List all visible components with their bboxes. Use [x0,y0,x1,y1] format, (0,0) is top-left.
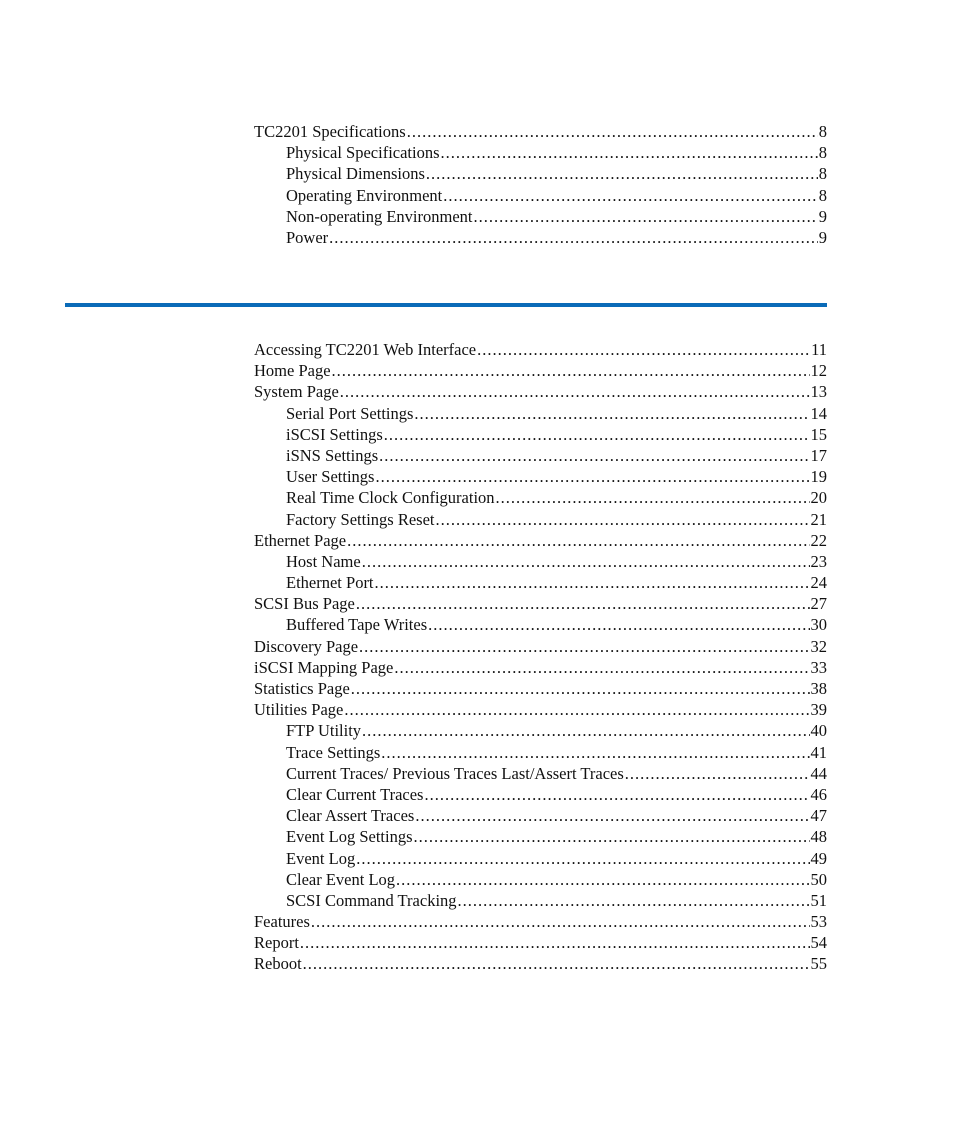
dot-leader [362,720,809,741]
toc-entry-title: Real Time Clock Configuration [286,488,495,508]
toc-entry-title: Ethernet Port [286,573,374,593]
toc-entry[interactable] [254,185,827,206]
toc-entry-page-number: 44 [810,763,827,783]
toc-entry-page-number: 51 [810,890,827,910]
toc-entry-page-number: 47 [810,806,827,826]
dot-leader [375,572,810,593]
toc-entry-page-number: 41 [810,742,827,762]
toc-entry-title: Report [254,933,299,953]
dot-leader [340,381,810,402]
toc-entry-page-number: 20 [810,488,827,508]
toc-entry[interactable] [254,121,827,142]
toc-entry-page-number: 23 [810,551,827,571]
toc-entry[interactable] [254,720,827,741]
toc-entry[interactable] [254,466,827,487]
toc-entry[interactable] [254,784,827,805]
toc-entry[interactable] [254,932,827,953]
toc-entry-title: Clear Assert Traces [286,806,415,826]
toc-entry-page-number: 53 [810,912,827,932]
toc-entry-title: Current Traces/ Previous Traces Last/Assert Traces [286,763,624,783]
dot-leader [414,403,809,424]
toc-entry[interactable] [254,890,827,911]
toc-entry-title: iSCSI Mapping Page [254,657,394,677]
toc-entry[interactable] [254,227,827,248]
dot-leader [625,763,810,784]
toc-entry-page-number: 40 [810,721,827,741]
section-divider-rule [65,303,827,307]
toc-entry-page-number: 24 [810,573,827,593]
toc-entry[interactable] [254,572,827,593]
dot-leader [303,953,810,974]
toc-entry-page-number: 30 [810,615,827,635]
toc-entry-title: Utilities Page [254,700,344,720]
dot-leader [496,487,810,508]
dot-leader [415,805,809,826]
toc-entry[interactable] [254,487,827,508]
toc-entry-page-number: 55 [810,954,827,974]
toc-entry[interactable] [254,826,827,847]
dot-leader [435,509,809,530]
toc-entry-title: Serial Port Settings [286,403,414,423]
toc-entry-page-number: 54 [810,933,827,953]
toc-entry[interactable] [254,848,827,869]
dot-leader [396,869,809,890]
toc-entry-page-number: 38 [810,679,827,698]
dot-leader [375,466,809,487]
toc-entry-title: Event Log Settings [286,827,413,847]
toc-entry[interactable] [254,911,827,932]
dot-leader [477,339,810,360]
dot-leader [332,360,810,381]
toc-entry-page-number: 50 [810,869,827,889]
toc-entry[interactable] [254,206,827,227]
dot-leader [347,530,809,551]
toc-entry-title: iSNS Settings [286,445,379,465]
dot-leader [474,206,818,227]
toc-entry-page-number: 8 [818,164,827,184]
toc-entry-title: Clear Current Traces [286,784,424,804]
dot-leader [384,424,810,445]
toc-entry-title: Trace Settings [286,742,381,762]
toc-entry-title: SCSI Command Tracking [286,890,457,910]
toc-entry-page-number: 48 [810,827,827,847]
dot-leader [426,163,818,184]
toc-entry-title: iSCSI Settings [286,424,383,444]
toc-entry[interactable] [254,614,827,635]
toc-entry-page-number: 17 [810,445,827,465]
toc-entry-page-number: 15 [810,424,827,444]
toc-entry-title: Power [286,227,329,247]
toc-entry-page-number: 12 [810,361,827,381]
dot-leader [356,848,809,869]
toc-entry[interactable] [254,445,827,466]
toc-entry-title: Host Name [286,551,361,571]
dot-leader [428,614,809,635]
toc-entry-title: Physical Dimensions [286,164,425,184]
toc-entry-page-number: 21 [810,509,827,529]
toc-entry[interactable] [254,869,827,890]
toc-entry[interactable] [254,678,827,699]
toc-section-1 [254,121,827,248]
dot-leader [381,742,809,763]
toc-entry-page-number: 27 [810,594,827,614]
toc-entry-page-number: 19 [810,467,827,487]
toc-entry[interactable] [254,953,827,974]
toc-entry[interactable] [254,339,827,360]
dot-leader [458,890,810,911]
dot-leader [356,593,810,614]
toc-entry-title: SCSI Bus Page [254,594,355,614]
toc-entry[interactable] [254,381,827,402]
dot-leader [424,784,809,805]
toc-entry-title: Statistics Page [254,679,350,698]
toc-entry[interactable] [254,509,827,530]
toc-entry-page-number: 14 [810,403,827,423]
toc-entry[interactable] [254,530,827,551]
toc-entry-title: Non-operating Environment [286,206,473,226]
toc-entry-title: Physical Specifications [286,143,440,163]
toc-entry-page-number: 46 [810,784,827,804]
toc-entry-title: Operating Environment [286,185,443,205]
toc-entry-page-number: 9 [818,227,827,247]
toc-entry-page-number: 33 [810,657,827,677]
dot-leader [344,699,809,720]
toc-entry-title: TC2201 Specifications [254,122,406,141]
dot-leader [407,121,818,142]
toc-entry[interactable] [254,551,827,572]
toc-entry[interactable] [254,763,827,784]
toc-entry-title: Accessing TC2201 Web Interface [254,340,477,359]
dot-leader [441,142,818,163]
toc-entry-title: Reboot [254,954,302,974]
toc-entry-page-number: 39 [810,700,827,720]
toc-entry[interactable] [254,636,827,657]
toc-entry[interactable] [254,742,827,763]
toc-entry[interactable] [254,657,827,678]
toc-entry-title: System Page [254,382,339,402]
toc-entry[interactable] [254,163,827,184]
toc-entry-title: Features [254,912,310,932]
toc-entry-page-number: 8 [818,143,827,163]
dot-leader [351,678,810,699]
toc-entry-page-number: 11 [811,340,827,359]
toc-entry[interactable] [254,142,827,163]
toc-section-2 [254,339,827,975]
toc-entry-title: FTP Utility [286,721,362,741]
dot-leader [443,185,817,206]
toc-entry-title: Discovery Page [254,636,359,656]
toc-entry-page-number: 13 [810,382,827,402]
toc-entry[interactable] [254,593,827,614]
dot-leader [329,227,818,248]
toc-entry-title: Buffered Tape Writes [286,615,428,635]
toc-entry-page-number: 9 [818,206,827,226]
toc-entry-title: User Settings [286,467,375,487]
dot-leader [414,826,810,847]
toc-entry[interactable] [254,360,827,381]
toc-entry-page-number: 49 [810,848,827,868]
toc-entry-page-number: 8 [818,185,827,205]
dot-leader [379,445,809,466]
toc-entry[interactable] [254,424,827,445]
toc-entry-page-number: 32 [810,636,827,656]
toc-entry-title: Clear Event Log [286,869,396,889]
dot-leader [311,911,810,932]
dot-leader [300,932,810,953]
dot-leader [394,657,809,678]
toc-entry-title: Event Log [286,848,356,868]
toc-entry-title: Factory Settings Reset [286,509,435,529]
toc-entry[interactable] [254,403,827,424]
dot-leader [359,636,809,657]
toc-entry-title: Ethernet Page [254,530,347,550]
toc-entry-page-number: 22 [810,530,827,550]
toc-entry-title: Home Page [254,361,331,381]
toc-entry-page-number: 8 [818,122,827,141]
toc-entry[interactable] [254,805,827,826]
dot-leader [362,551,810,572]
toc-entry[interactable] [254,699,827,720]
